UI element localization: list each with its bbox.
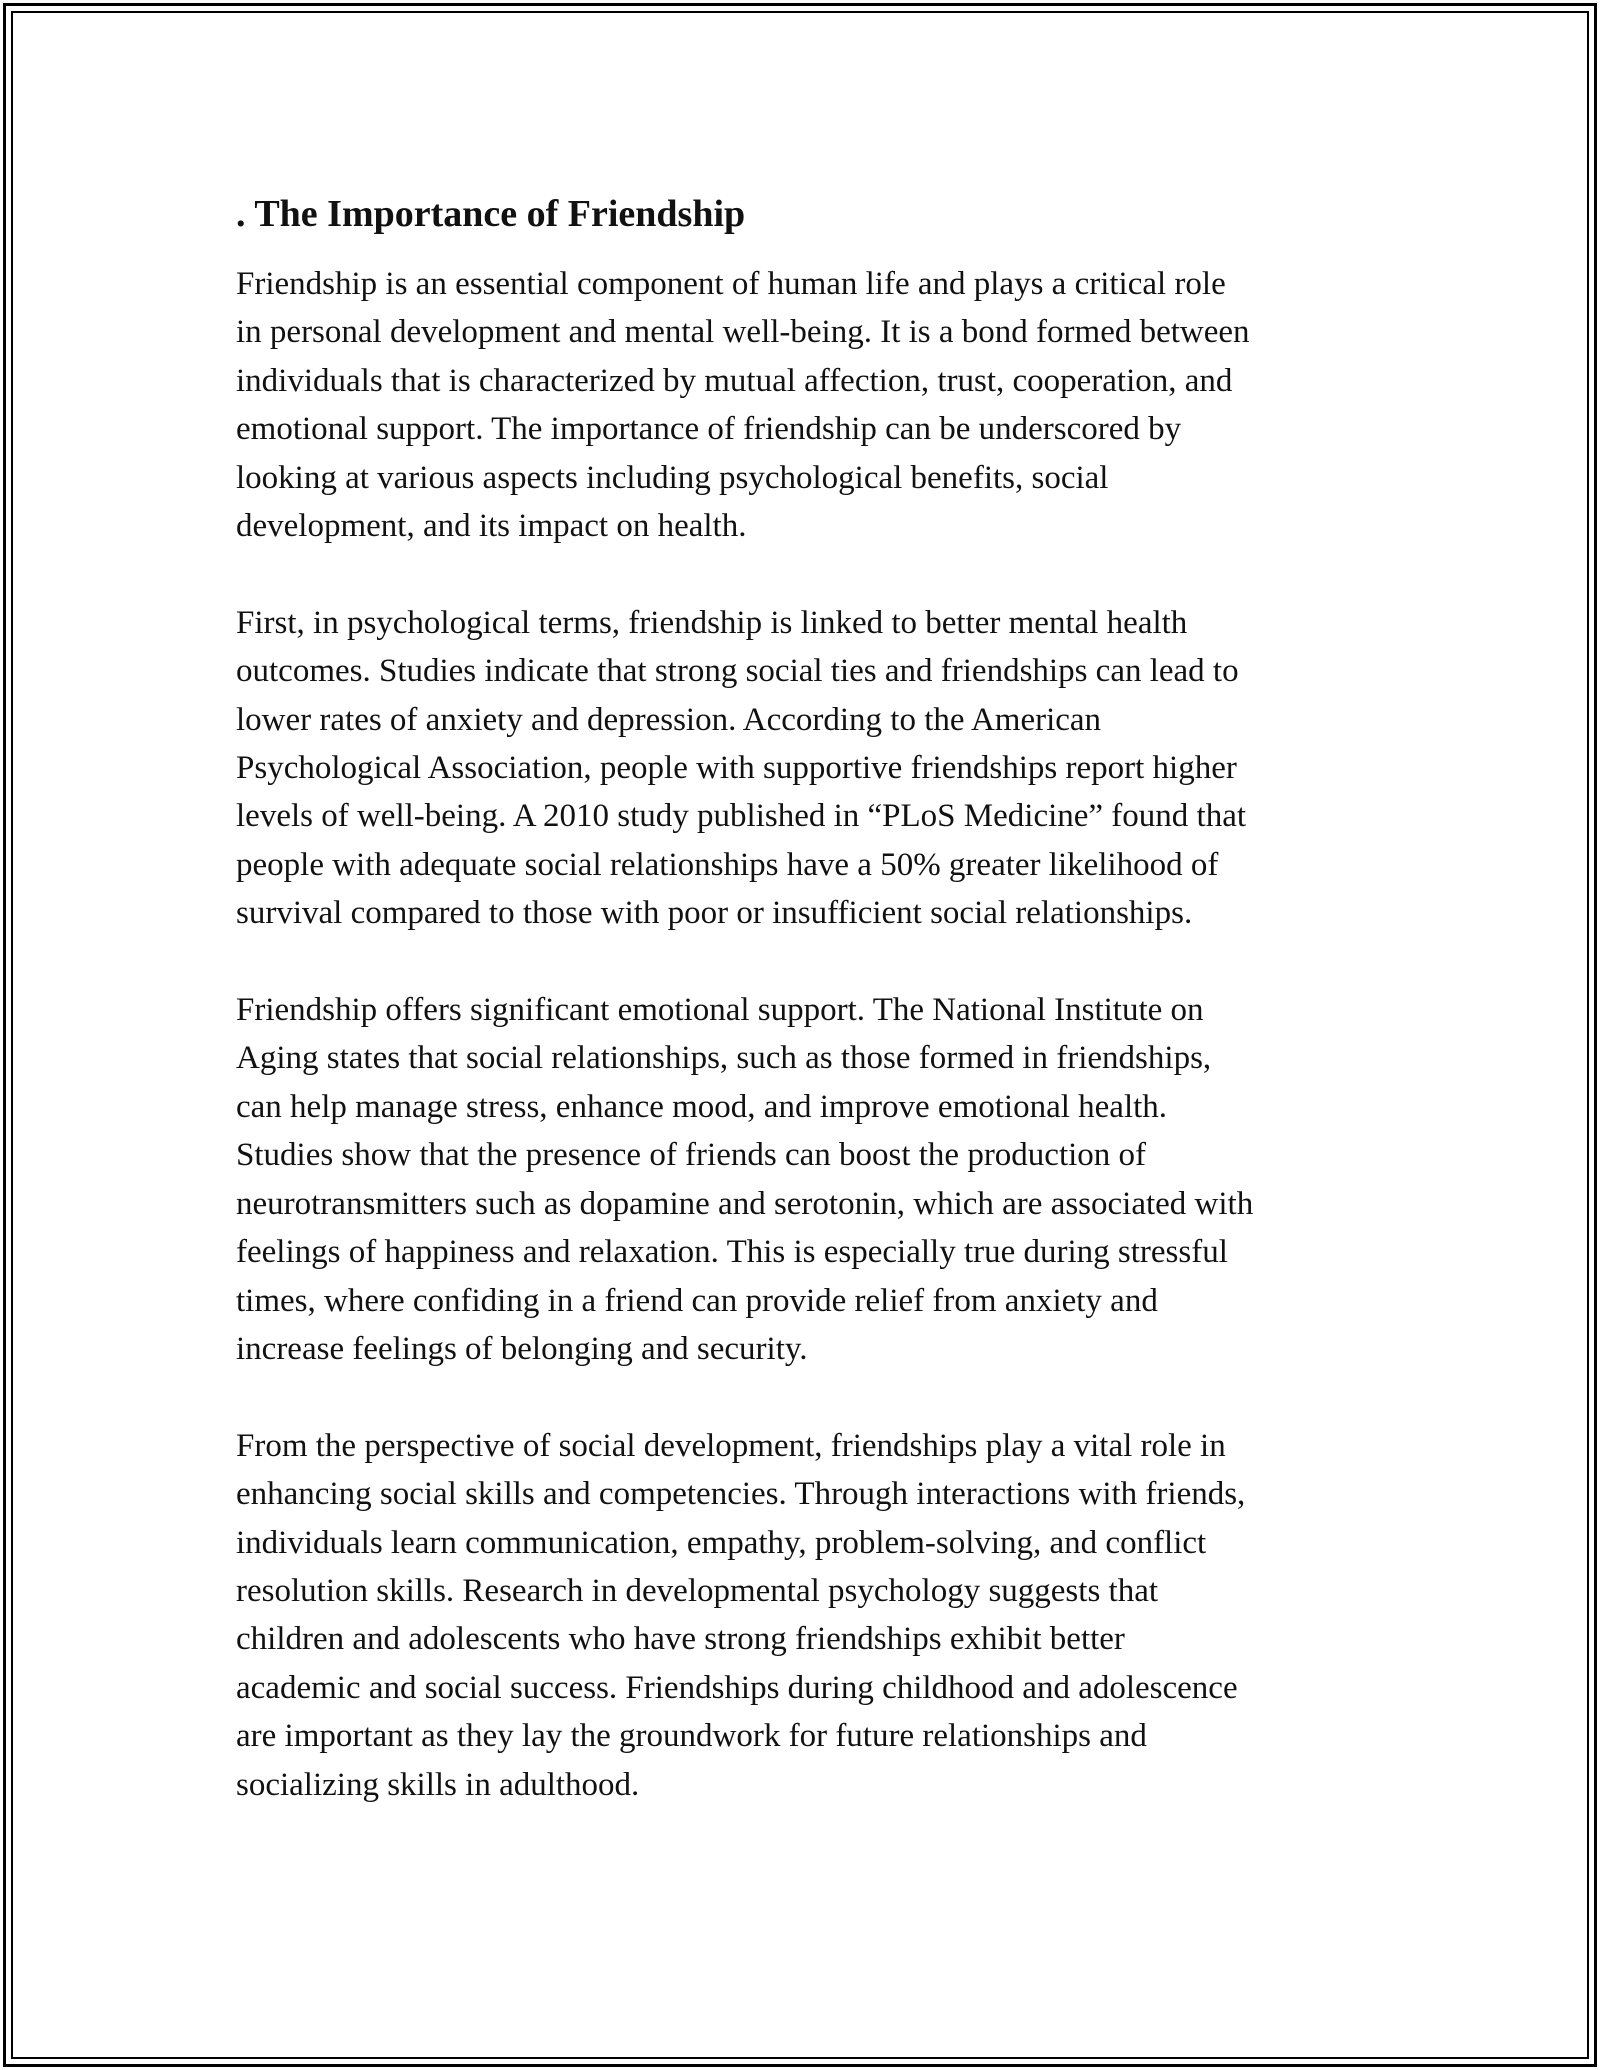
paragraph-social-development: From the perspective of social development, friendships play a vital role in enhancing social skills and competencies. Through interactions with friends, individuals learn communication, empathy, problem-solving, and conflict resolution skills. Research in developmental psychology suggests that children and adolescents who have strong friendships exhibit better academic and social success. Friendships during childhood and adolescence are important as they lay the groundwork for future relationships and socializing skills in adulthood. [236, 1427, 1246, 1803]
paragraph-psychological: First, in psychological terms, friendship is linked to better mental health outcomes. Studies indicate that strong social ties and friendships can lead to lower rates of anxiety and depression. According to the American Psychological Association, people with supportive friendships report higher levels of well-being. A 2010 study published in “PLoS Medicine” found that people with adequate social relationships have a 50% greater likelihood of survival compared to those with poor or insufficient social relationships. [236, 604, 1247, 932]
document-title: . The Importance of Friendship [236, 193, 746, 235]
paragraph-emotional-support: Friendship offers significant emotional support. The National Institute on Aging states that social relationships, such as those formed in friendships, can help manage stress, enhance mood, and improve emotional health. Studies show that the presence of friends can boost the production of neurotransmitters such as dopamine and serotonin, which are associated with feelings of happiness and relaxation. This is especially true during stressful times, where confiding in a friend can provide relief from anxiety and increase feelings of belonging and security. [236, 992, 1254, 1367]
paragraph-introduction: Friendship is an essential component of human life and plays a critical role in personal development and mental well-being. It is a bond formed between individuals that is characterized by mutual affection, trust, cooperation, and emotional support. The importance of friendship can be underscored by looking at various aspects including psychological benefits, social development, and its impact on health. [236, 266, 1250, 545]
document-body [236, 186, 1396, 1857]
